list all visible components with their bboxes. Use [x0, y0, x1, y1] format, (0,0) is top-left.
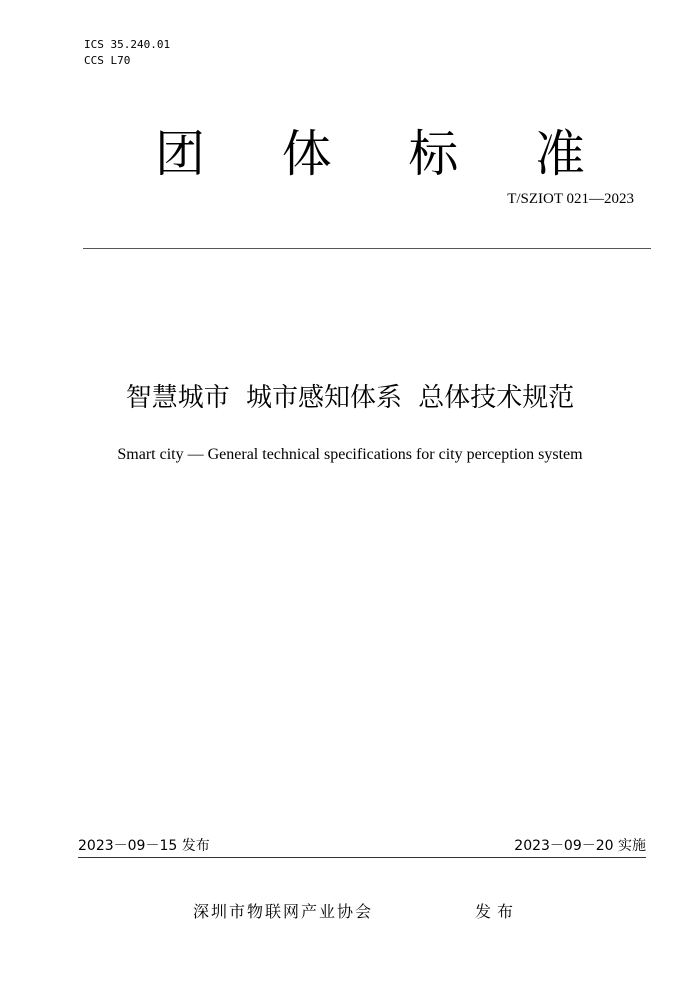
publisher-name: 深圳市物联网产业协会: [193, 902, 374, 921]
standard-number: T/SZIOT 021—2023: [507, 191, 634, 207]
title-part-2: 城市感知体系: [245, 383, 402, 413]
title-part-1: 智慧城市: [125, 383, 230, 413]
title-char-3: 标: [408, 125, 459, 183]
footer-divider: [78, 857, 646, 858]
title-char-1: 团: [155, 125, 205, 183]
ics-code: ICS 35.240.01: [84, 38, 171, 51]
issue-date: 2023－09－15 发布: [78, 838, 210, 854]
standard-type-title: [150, 124, 590, 184]
title-char-2: 体: [281, 125, 332, 183]
document-title-en: Smart city — General technical specifications for city perception system: [117, 446, 583, 463]
publish-label: 发布: [475, 902, 520, 921]
header-divider: [83, 248, 651, 249]
title-char-4: 准: [534, 125, 585, 183]
document-title-cn: [0, 379, 700, 417]
title-part-3: 总体技术规范: [418, 383, 575, 413]
implementation-date: 2023－09－20 实施: [514, 838, 646, 854]
ccs-code: CCS L70: [84, 54, 131, 67]
